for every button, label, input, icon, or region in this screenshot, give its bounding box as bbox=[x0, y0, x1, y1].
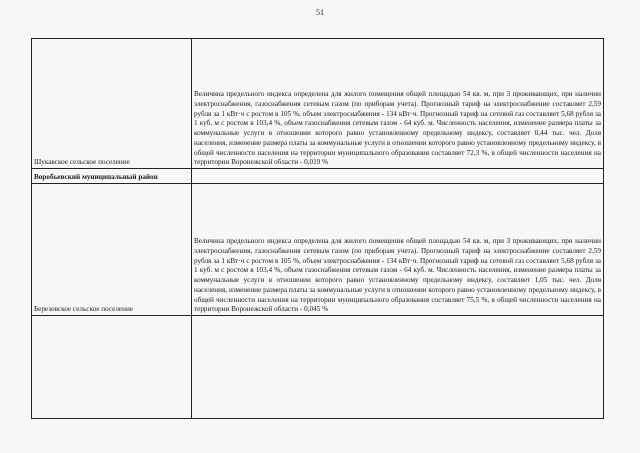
page-number: 51 bbox=[316, 8, 324, 17]
region-name: Воробьевский муниципальный район bbox=[32, 169, 192, 184]
settlement-name: Березовское сельское поселение bbox=[32, 184, 192, 316]
table-row-empty bbox=[32, 316, 604, 419]
region-empty-cell bbox=[192, 169, 604, 184]
empty-cell bbox=[192, 316, 604, 419]
table-row-region bbox=[32, 169, 604, 184]
tariff-table bbox=[31, 38, 604, 419]
settlement-description: Величина предельного индекса определена для жилого помещения общей площадью 54 кв. м, при 3 проживающих, при наличии электроснабжения, газоснабжения сетевым газом (по приборам учета). Прогнозный тариф на электроснабжение составляет 2,59 рубля за 1 кВт·ч с ростом в 105 %, объем электроснабжения - 134 кВт·ч. Прогнозный тариф на сетевой газ составляет 5,68 рубля за 1 куб. м с ростом в 103,4 %, объем газоснабжения сетевым газом - 64 куб. м. Численность населения, изменение размера платы за коммунальные услуги в отношении которого равно установленному предельному индексу, составляет 1,05 тыс. чел. Доля населения, изменение размера платы за коммунальные услуги в отношении которого равно установленному предельному индексу, в общей численности населения на территории муниципального образования составляет 75,5 %, в общей численности населения на территории Воронежской области - 0,045 % bbox=[192, 184, 604, 316]
table-row bbox=[32, 39, 604, 169]
settlement-name: Шукавское сельское поселение bbox=[32, 39, 192, 169]
settlement-description: Величина предельного индекса определена для жилого помещения общей площадью 54 кв. м, при 3 проживающих, при наличии электроснабжения, газоснабжения сетевым газом (по приборам учета). Прогнозный тариф на электроснабжение составляет 2,59 рубля за 1 кВт·ч с ростом в 105 %, объем электроснабжения - 134 кВт·ч. Прогнозный тариф на сетевой газ составляет 5,68 рубля за 1 куб. м с ростом в 103,4 %, объем газоснабжения сетевым газом - 64 куб. м. Численность населения, изменение размера платы за коммунальные услуги в отношении которого равно установленному предельному индексу, составляет 0,44 тыс. чел. Доля населения, изменение размера платы за коммунальные услуги в отношении которого равно установленному предельному индексу, в общей численности населения на территории муниципального образования составляет 72,3 %, в общей численности населения на территории Воронежской области - 0,019 % bbox=[192, 39, 604, 169]
table-row bbox=[32, 184, 604, 316]
empty-cell bbox=[32, 316, 192, 419]
